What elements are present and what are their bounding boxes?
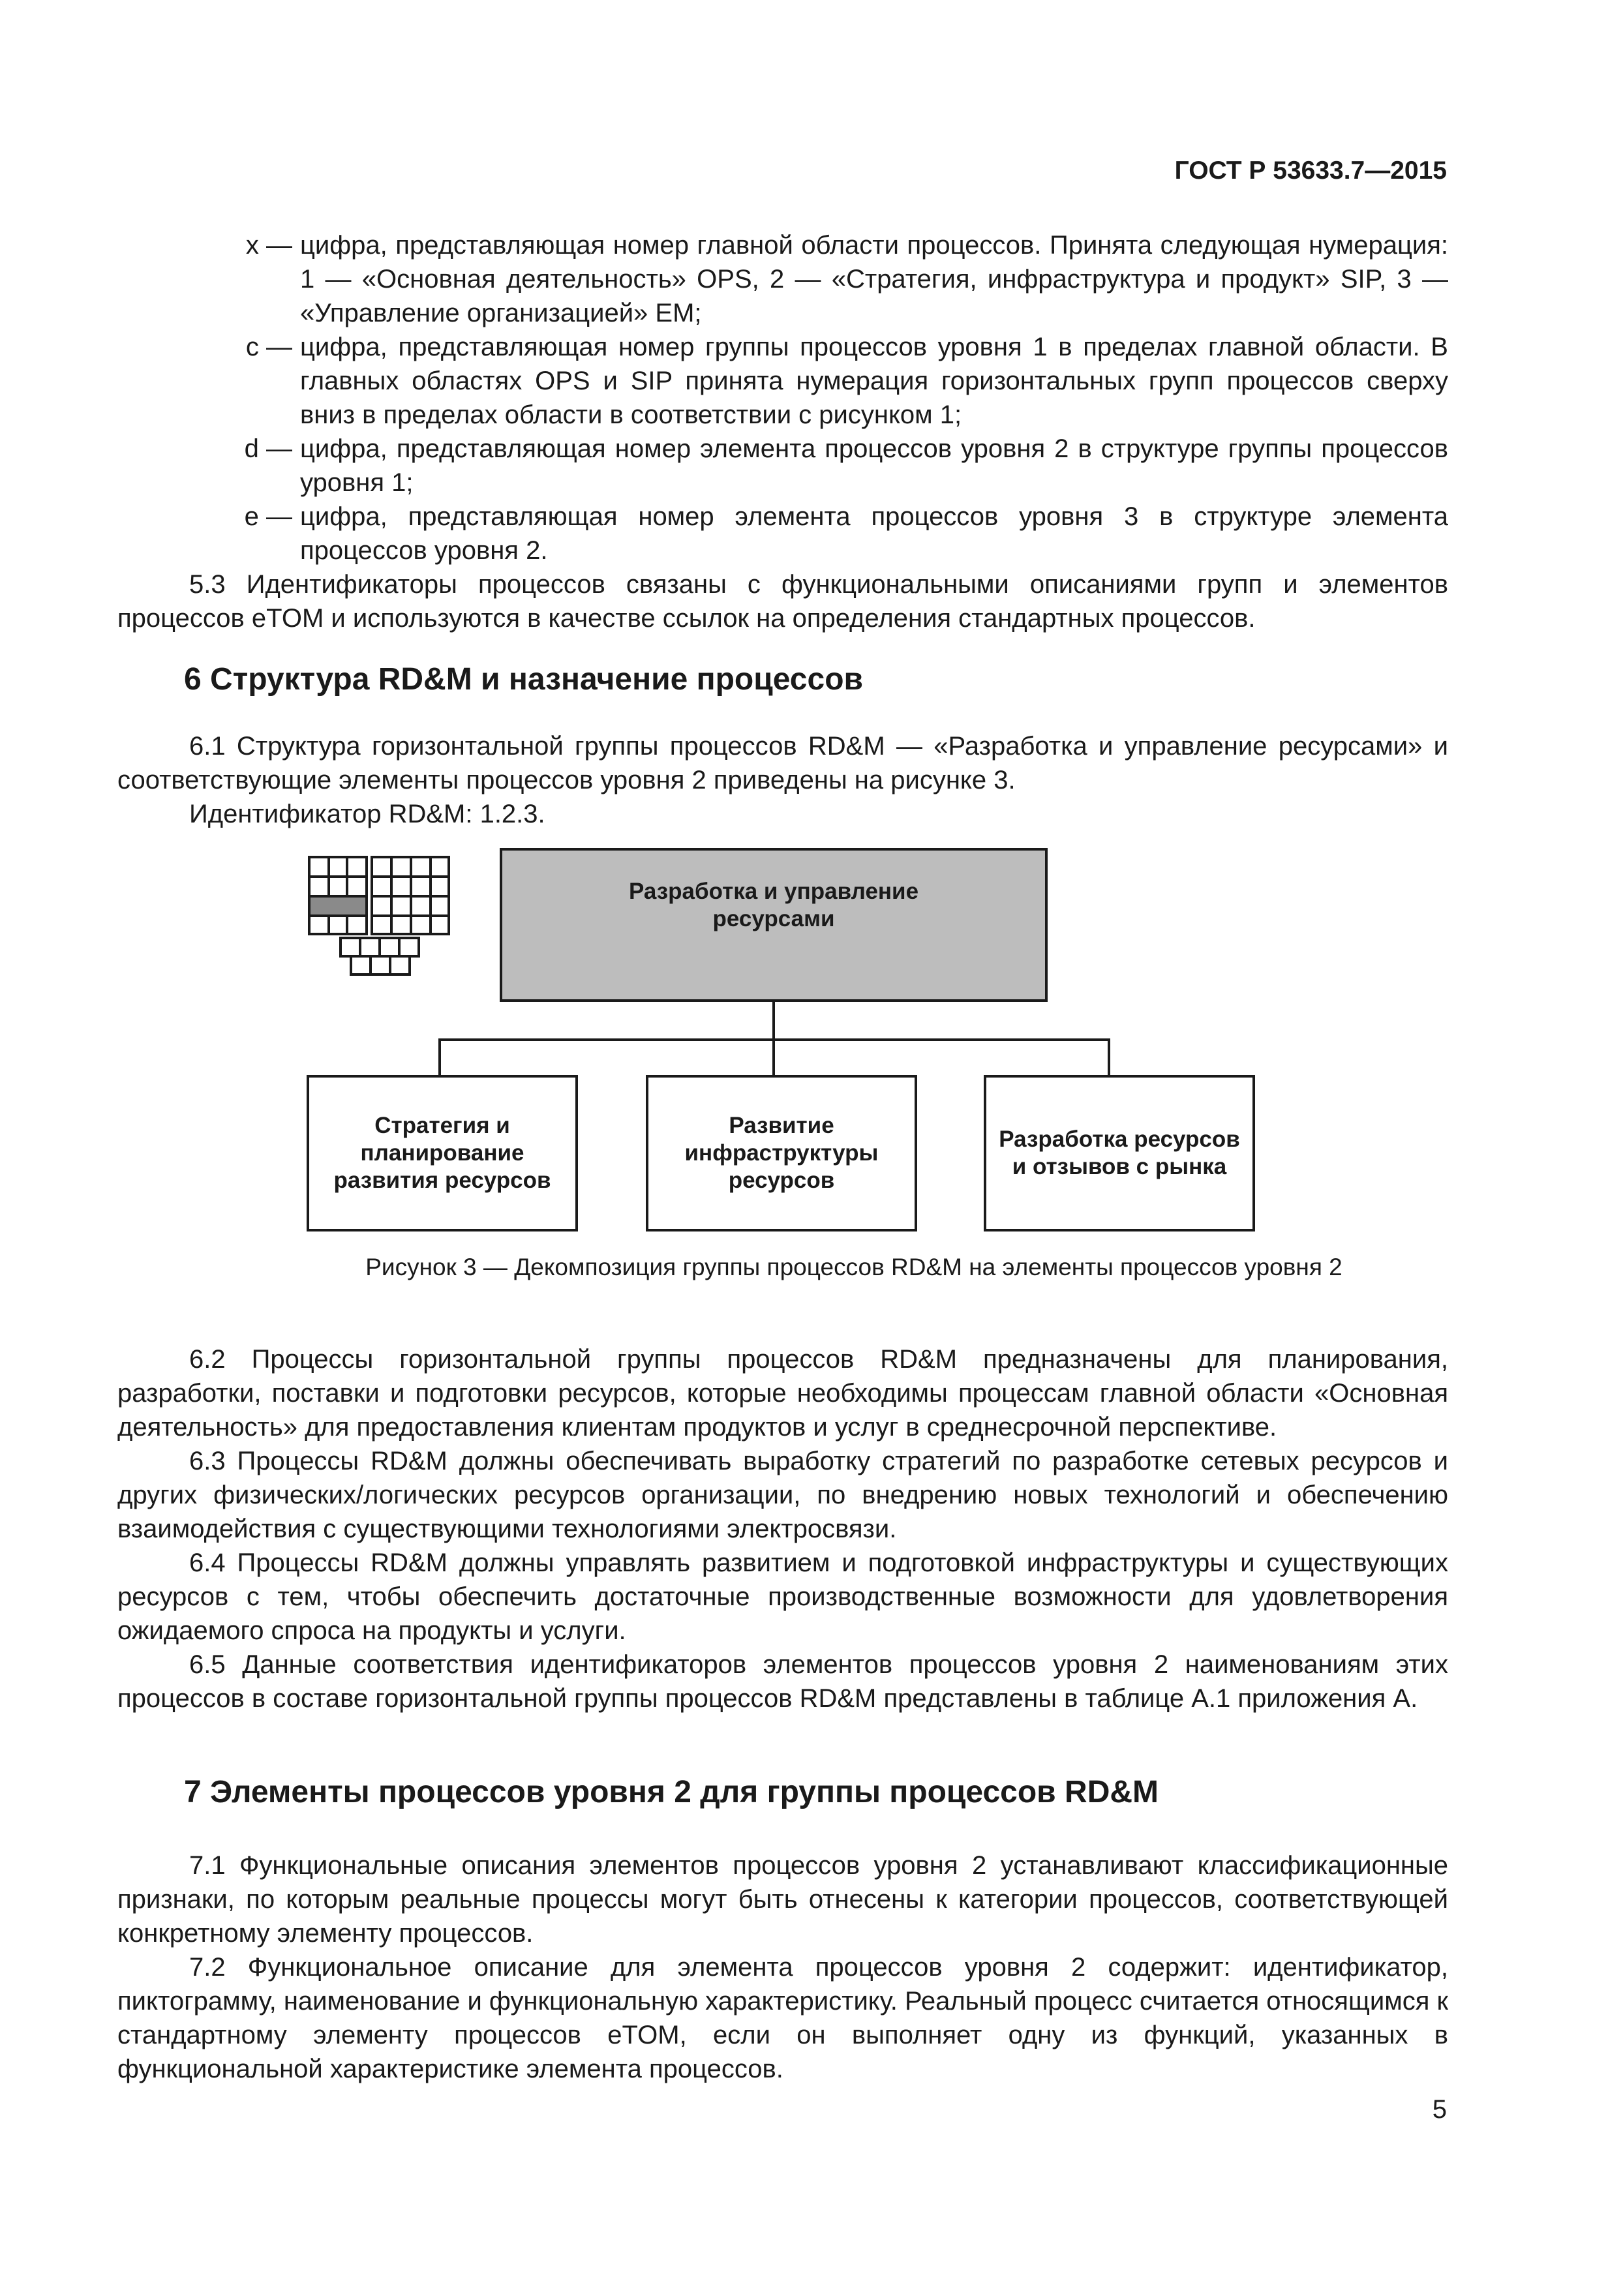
connector-vertical-3: [1108, 1038, 1110, 1076]
section-6-heading: 6 Структура RD&M и назначение процессов: [184, 662, 864, 697]
definition-key: x —: [245, 231, 292, 260]
definition-text: цифра, представляющая номер элемента процессов уровня 3 в структуре элемента процессов уровня 2.: [300, 502, 1448, 565]
definition-key: d —: [244, 434, 292, 463]
connector-vertical-2: [772, 1038, 775, 1076]
section-6-intro: [117, 663, 1448, 831]
root-process-box: [500, 848, 1048, 1002]
child-process-label: Разработка ресурсов и отзывов с рынка: [999, 1126, 1240, 1179]
child-process-box-1: [307, 1075, 578, 1231]
definition-item: [117, 500, 1448, 567]
page-number: 5: [1432, 2095, 1447, 2124]
paragraph-6-3: 6.3 Процессы RD&M должны обеспечивать выработку стратегий по разработке сетевых ресурсов и других физических/логических ресурсов организации, по внедрению новых технологий и обеспечению взаимодействия с существующими технологиями электросвязи.: [117, 1447, 1448, 1543]
child-process-label: Развитие инфраструктуры ресурсов: [684, 1113, 879, 1193]
process-diagram: [294, 848, 1259, 1239]
section-7-heading: 7 Элементы процессов уровня 2 для группы процессов RD&M: [184, 1775, 1159, 1809]
section-6-body: [117, 1342, 1448, 1715]
child-process-label: Стратегия и планирование развития ресурсов: [333, 1113, 551, 1193]
definition-text: цифра, представляющая номер главной области процессов. Принята следующая нумерация: 1 — «Основная деятельность» OPS, 2 — «Стратегия, инфраструктура и продукт» SIP, 3 — «Управление организацией» EM;: [300, 231, 1448, 327]
paragraph-6-4: 6.4 Процессы RD&M должны управлять развитием и подготовкой инфраструктуры и существующих ресурсов с тем, чтобы обеспечить достаточные производственные возможности для удовлетворения ожидаемого спроса на продукты и услуги.: [117, 1548, 1448, 1645]
paragraph-6-5: 6.5 Данные соответствия идентификаторов элементов процессов уровня 2 наименованиям этих процессов в составе горизонтальной группы процессов RD&M представлены в таблице А.1 приложения А.: [117, 1650, 1448, 1713]
connector-vertical-root: [772, 1002, 775, 1040]
child-process-box-2: [646, 1075, 917, 1231]
document-header: ГОСТ Р 53633.7—2015: [1174, 157, 1447, 185]
paragraph-7-1: 7.1 Функциональные описания элементов процессов уровня 2 устанавливают классификационные признаки, по которым реальные процессы могут быть отнесены к категории процессов, соответствующей конкретному элементу процессов.: [117, 1851, 1448, 1948]
figure-caption: Рисунок 3 — Декомпозиция группы процессов RD&M на элементы процессов уровня 2: [365, 1254, 1342, 1280]
child-process-box-3: [984, 1075, 1255, 1231]
definition-key: c —: [245, 333, 292, 361]
definitions-list: [117, 228, 1448, 635]
identifier-line: Идентификатор RD&M: 1.2.3.: [189, 800, 545, 828]
definition-text: цифра, представляющая номер элемента процессов уровня 2 в структуре группы процессов уровня 1;: [300, 434, 1448, 497]
section-7: [117, 1775, 1448, 2086]
definition-item: [117, 330, 1448, 432]
paragraph-5-3: 5.3 Идентификаторы процессов связаны с функциональными описаниями групп и элементов процессов eTOM и используются в качестве ссылок на определения стандартных процессов.: [117, 570, 1448, 633]
definition-key: e —: [244, 502, 292, 531]
definition-text: цифра, представляющая номер группы процессов уровня 1 в пределах главной области. В главных областях OPS и SIP принята нумерация горизонтальных групп процессов сверху вниз в пределах области в соответствии с рисунком 1;: [300, 333, 1448, 429]
root-process-label: Разработка и управление ресурсами: [628, 879, 919, 931]
paragraph-6-2: 6.2 Процессы горизонтальной группы процессов RD&M предназначены для планирования, разработки, поставки и подготовки ресурсов, которые необходимы процессам главной области «Основная деятельность» для предоставления клиентам продуктов и услуг в среднесрочной перспективе.: [117, 1345, 1448, 1442]
process-pictogram-icon: [300, 848, 457, 978]
definition-item: [117, 432, 1448, 500]
paragraph-7-2: 7.2 Функциональное описание для элемента процессов уровня 2 содержит: идентификатор, пиктограмму, наименование и функциональную характеристику. Реальный процесс считается относящимся к стандартному элементу процессов eTOM, если он выполняет одну из функций, указанных в функциональной характеристике элемента процессов.: [117, 1953, 1448, 2083]
definition-item: [117, 228, 1448, 330]
paragraph-6-1: 6.1 Структура горизонтальной группы процессов RD&M — «Разработка и управление ресурсами» и соответствующие элементы процессов уровня 2 приведены на рисунке 3.: [117, 732, 1448, 794]
connector-vertical-1: [438, 1038, 441, 1076]
